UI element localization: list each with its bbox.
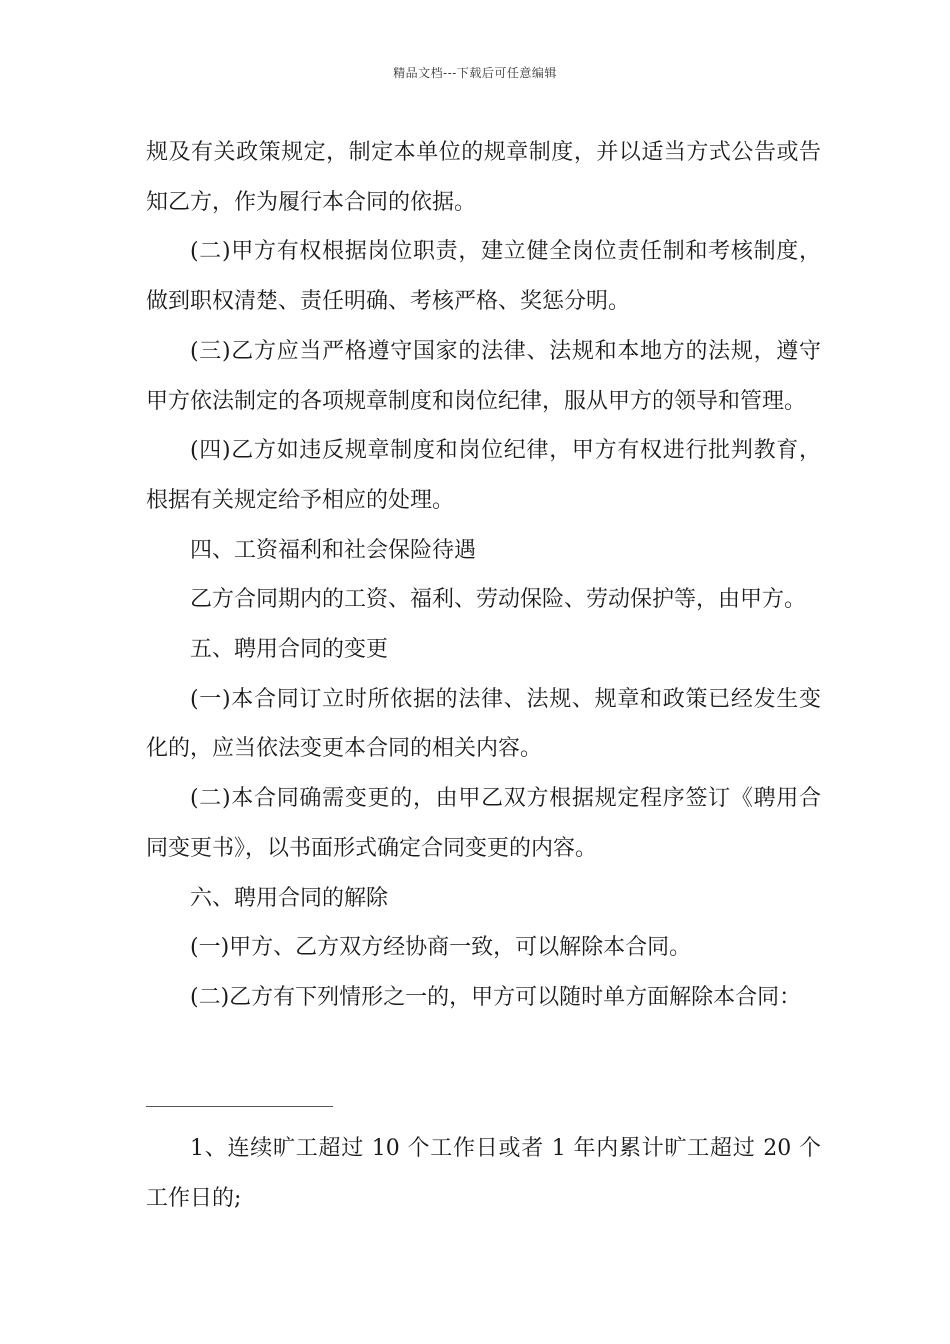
paragraph: (二)甲方有权根据岗位职责，建立健全岗位责任制和考核制度，做到职权清楚、责任明确、考核严格、奖惩分明。 bbox=[146, 239, 821, 315]
document-body bbox=[146, 128, 821, 1023]
section-heading: 六、聘用合同的解除 bbox=[190, 885, 389, 911]
paragraph: (三)乙方应当严格遵守国家的法律、法规和本地方的法规，遵守甲方依法制定的各项规章制度和岗位纪律，服从甲方的领导和管理。 bbox=[146, 338, 821, 414]
page-header: 精品文档---下载后可任意编辑 bbox=[393, 66, 557, 80]
section-heading: 五、聘用合同的变更 bbox=[190, 637, 389, 663]
paragraph: (四)乙方如违反规章制度和岗位纪律，甲方有权进行批判教育，根据有关规定给予相应的处理。 bbox=[146, 438, 821, 513]
paragraph: 规及有关政策规定，制定本单位的规章制度，并以适当方式公告或告知乙方，作为履行本合同的依据。 bbox=[146, 140, 821, 215]
section-heading: 四、工资福利和社会保险待遇 bbox=[190, 537, 477, 563]
footnote-item: 1、连续旷工超过 10 个工作日或者 1 年内累计旷工超过 20 个工作日的; bbox=[146, 1136, 821, 1211]
paragraph: (二)乙方有下列情形之一的，甲方可以随时单方面解除本合同： bbox=[190, 984, 802, 1010]
paragraph: (二)本合同确需变更的，由甲乙双方根据规定程序签订《聘用合同变更书》，以书面形式确定合同变更的内容。 bbox=[146, 786, 821, 861]
footnote-divider bbox=[146, 1106, 333, 1107]
paragraph: (一)甲方、乙方双方经协商一致，可以解除本合同。 bbox=[190, 935, 692, 961]
paragraph: 乙方合同期内的工资、福利、劳动保险、劳动保护等，由甲方。 bbox=[190, 587, 807, 613]
paragraph: (一)本合同订立时所依据的法律、法规、规章和政策已经发生变化的，应当依法变更本合同的相关内容。 bbox=[146, 686, 821, 762]
footnote bbox=[146, 1124, 821, 1223]
